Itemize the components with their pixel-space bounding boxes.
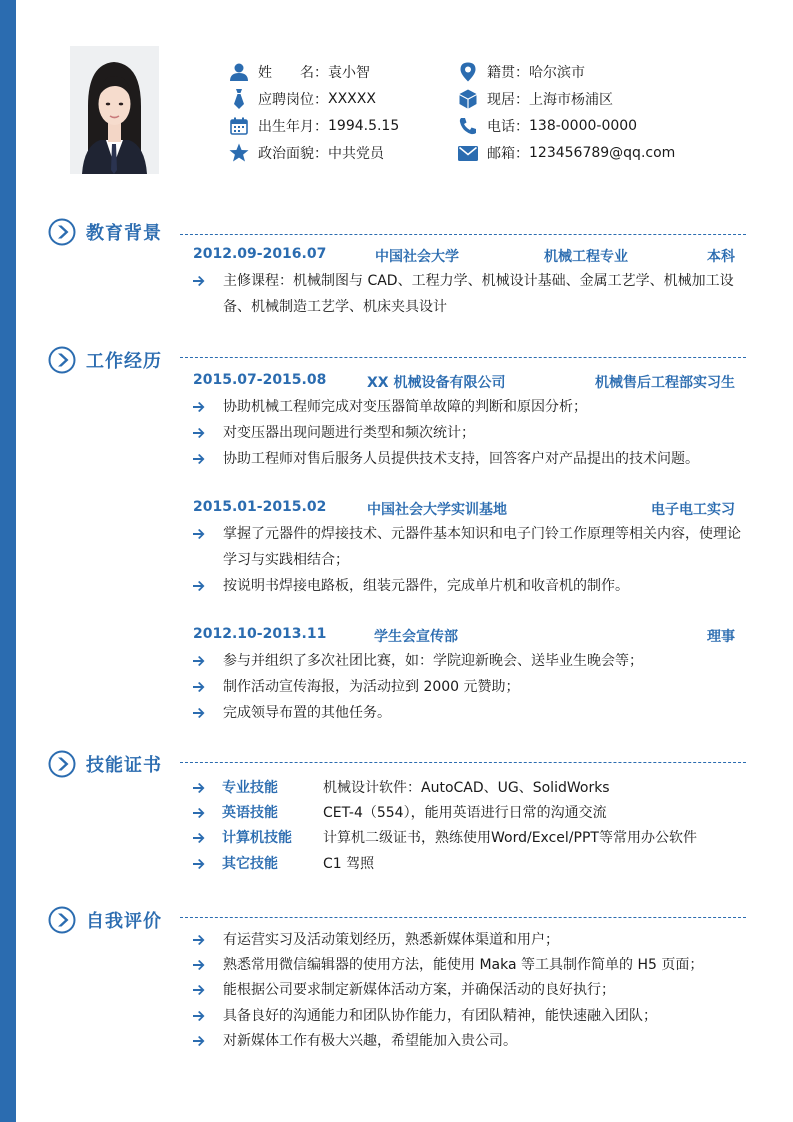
info-birth: [228, 115, 399, 137]
phone-value[interactable]: 138-0000-0000: [529, 118, 638, 134]
work-bullet: [193, 700, 743, 726]
education-section-header: [48, 217, 162, 247]
skill-row: [193, 800, 743, 826]
work-bullet-text: 协助机械工程师完成对变压器简单故障的判断和原因分析；: [223, 399, 587, 415]
name-value: 袁小智: [328, 65, 370, 81]
info-email: [457, 142, 675, 164]
info-phone: [457, 115, 637, 137]
arrow-right-icon: [193, 454, 205, 464]
arrow-right-icon: [193, 985, 205, 995]
arrow-right-icon: [193, 1036, 205, 1046]
education-bullet: [193, 268, 743, 320]
person-icon: [228, 61, 250, 83]
self-eval-bullet: [193, 1028, 743, 1054]
skill-row: [193, 825, 743, 851]
arrow-right-icon: [193, 708, 205, 718]
skill-desc: 计算机二级证书，熟练使用Word/Excel/PPT等常用办公软件: [323, 830, 697, 846]
arrow-right-icon: [193, 402, 205, 412]
work-entry-header: [193, 499, 735, 519]
name-label: 姓 名：: [258, 65, 328, 81]
info-hometown: [457, 61, 585, 83]
work-bullet-text: 对变压器出现问题进行类型和频次统计；: [223, 425, 475, 441]
work-bullet: [193, 446, 743, 472]
skills-title: 技能证书: [86, 755, 162, 776]
work-bullet-text: 参与并组织了多次社团比赛，如：学院迎新晚会、送毕业生晚会等；: [223, 653, 643, 669]
work-bullet-text: 完成领导布置的其他任务。: [223, 705, 391, 721]
education-major: 机械工程专业: [544, 249, 628, 265]
arrow-right-icon: [193, 428, 205, 438]
arrow-right-icon: [193, 859, 205, 869]
mail-icon: [457, 142, 479, 164]
work-bullet-text: 按说明书焊接电路板，组装元器件，完成单片机和收音机的制作。: [223, 578, 629, 594]
skill-row: [193, 851, 743, 877]
education-degree: 本科: [707, 249, 735, 265]
calendar-icon: [228, 115, 250, 137]
info-name: [228, 61, 370, 83]
self-eval-text: 具备良好的沟通能力和团队协作能力，有团队精神，能快速融入团队；: [223, 1008, 657, 1024]
skill-name: 计算机技能: [222, 830, 292, 846]
work-bullet: [193, 648, 743, 674]
self-eval-bullet: [193, 1003, 743, 1029]
hometown-value: 哈尔滨市: [529, 65, 585, 81]
arrow-right-icon: [193, 581, 205, 591]
arrow-right-icon: [193, 529, 205, 539]
birth-label: 出生年月：: [258, 119, 328, 135]
profile-photo: [70, 46, 159, 174]
arrow-right-icon: [193, 935, 205, 945]
birth-value: 1994.5.15: [328, 118, 400, 134]
position-label: 应聘岗位：: [258, 92, 328, 108]
work-bullet: [193, 420, 743, 446]
self-eval-text: 对新媒体工作有极大兴趣，希望能加入贵公司。: [223, 1033, 517, 1049]
education-school: 中国社会大学: [375, 249, 459, 265]
section-divider: [180, 762, 746, 763]
arrow-right-icon: [193, 783, 205, 793]
work-date: 2012.10-2013.11: [193, 626, 327, 642]
education-date: 2012.09-2016.07: [193, 246, 327, 262]
arrow-right-icon: [193, 960, 205, 970]
self-eval-text: 有运营实习及活动策划经历，熟悉新媒体渠道和用户；: [223, 932, 559, 948]
residence-value: 上海市杨浦区: [529, 92, 613, 108]
work-title: 工作经历: [86, 351, 162, 372]
chevron-right-circle-icon: [48, 218, 76, 246]
work-bullet-text: 掌握了元器件的焊接技术、元器件基本知识和电子门铃工作原理等相关内容，使理论学习与实践相结合；: [223, 526, 741, 568]
skill-name: 专业技能: [222, 780, 278, 796]
section-divider: [180, 357, 746, 358]
skills-section-header: [48, 749, 162, 779]
skill-row: [193, 775, 743, 801]
chevron-right-circle-icon: [48, 750, 76, 778]
self-eval-bullet: [193, 952, 743, 978]
self-eval-title: 自我评价: [86, 911, 162, 932]
work-role: 机械售后工程部实习生: [595, 375, 735, 391]
work-org: 学生会宣传部: [374, 629, 458, 645]
info-residence: [457, 88, 613, 110]
education-entry-header: [193, 246, 735, 266]
work-bullet-text: 制作活动宣传海报，为活动拉到 2000 元赞助；: [223, 679, 520, 695]
star-icon: [228, 142, 250, 164]
section-divider: [180, 917, 746, 918]
position-value: XXXXX: [328, 91, 376, 107]
work-section-header: [48, 345, 162, 375]
work-date: 2015.01-2015.02: [193, 499, 327, 515]
arrow-right-icon: [193, 808, 205, 818]
work-bullet: [193, 521, 743, 573]
arrow-right-icon: [193, 833, 205, 843]
work-org: 中国社会大学实训基地: [367, 502, 507, 518]
self-eval-text: 能根据公司要求制定新媒体活动方案，并确保活动的良好执行；: [223, 982, 615, 998]
skill-desc: C1 驾照: [323, 856, 375, 872]
self-eval-section-header: [48, 905, 162, 935]
work-bullet: [193, 674, 743, 700]
arrow-right-icon: [193, 682, 205, 692]
work-entry-header: [193, 372, 735, 392]
chevron-right-circle-icon: [48, 346, 76, 374]
skill-desc: CET-4（554），能用英语进行日常的沟通交流: [323, 805, 607, 821]
email-value[interactable]: 123456789@qq.com: [529, 145, 676, 161]
work-entry-header: [193, 626, 735, 646]
work-bullet-text: 协助工程师对售后服务人员提供技术支持，回答客户对产品提出的技术问题。: [223, 451, 699, 467]
self-eval-bullet: [193, 977, 743, 1003]
arrow-right-icon: [193, 656, 205, 666]
section-divider: [180, 234, 746, 235]
info-politics: [228, 142, 384, 164]
skill-desc: 机械设计软件：AutoCAD、UG、SolidWorks: [323, 780, 610, 796]
work-role: 理事: [707, 629, 735, 645]
arrow-right-icon: [193, 276, 205, 286]
hometown-label: 籍贯：: [487, 65, 529, 81]
work-bullet: [193, 394, 743, 420]
email-label: 邮箱：: [487, 146, 529, 162]
residence-label: 现居：: [487, 92, 529, 108]
self-eval-bullet: [193, 927, 743, 953]
cube-icon: [457, 88, 479, 110]
info-position: [228, 88, 376, 110]
education-bullet-text: 主修课程：机械制图与 CAD、工程力学、机械设计基础、金属工艺学、机械加工设备、机械制造工艺学、机床夹具设计: [223, 273, 734, 315]
politics-label: 政治面貌：: [258, 146, 328, 162]
phone-icon: [457, 115, 479, 137]
work-role: 电子电工实习: [651, 502, 735, 518]
phone-label: 电话：: [487, 119, 529, 135]
left-accent-bar: [0, 0, 16, 1122]
work-bullet: [193, 573, 743, 599]
chevron-right-circle-icon: [48, 906, 76, 934]
work-org: XX 机械设备有限公司: [367, 375, 506, 391]
work-date: 2015.07-2015.08: [193, 372, 327, 388]
location-pin-icon: [457, 61, 479, 83]
education-title: 教育背景: [86, 223, 162, 244]
self-eval-text: 熟悉常用微信编辑器的使用方法，能使用 Maka 等工具制作简单的 H5 页面；: [223, 957, 704, 973]
skill-name: 英语技能: [222, 805, 278, 821]
arrow-right-icon: [193, 1011, 205, 1021]
politics-value: 中共党员: [328, 146, 384, 162]
skill-name: 其它技能: [222, 856, 278, 872]
tie-icon: [228, 88, 250, 110]
